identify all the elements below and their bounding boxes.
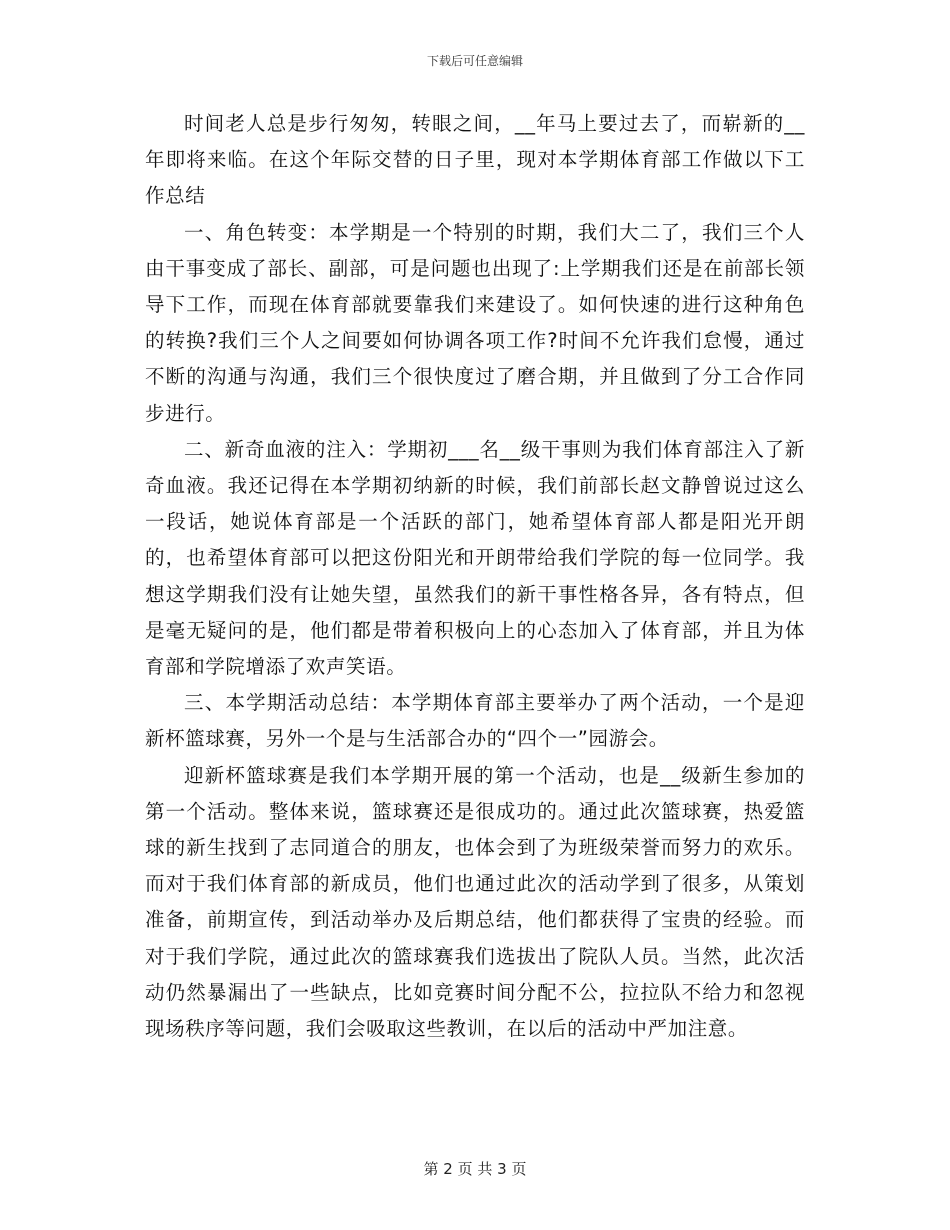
paragraph-activity-summary: 三、本学期活动总结：本学期体育部主要举办了两个活动，一个是迎新杯篮球赛，另外一个是与生活部合办的“四个一”园游会。 xyxy=(145,691,805,751)
paragraph-intro: 时间老人总是步行匆匆，转眼之间，__年马上要过去了，而崭新的__年即将来临。在这个年际交替的日子里，现对本学期体育部工作做以下工作总结 xyxy=(145,112,805,208)
paragraph-new-members: 二、新奇血液的注入：学期初___名__级干事则为我们体育部注入了新奇血液。我还记得在本学期初纳新的时候，我们前部长赵文静曾说过这么一段话，她说体育部是一个活跃的部门，她希望体育部人都是阳光开朗的，也希望体育部可以把这份阳光和开朗带给我们学院的每一位同学。我想这学期我们没有让她失望，虽然我们的新干事性格各异，各有特点，但是毫无疑问的是，他们都是带着积极向上的心态加入了体育部，并且为体育部和学院增添了欢声笑语。 xyxy=(145,437,805,679)
page-footer: 第 2 页 共 3 页 xyxy=(423,1160,527,1178)
page-header: 下载后可任意编辑 xyxy=(426,54,523,68)
document-body xyxy=(145,106,805,1047)
paragraph-role-change: 一、角色转变：本学期是一个特别的时期，我们大二了，我们三个人由干事变成了部长、副部，可是问题也出现了:上学期我们还是在前部长领导下工作，而现在体育部就要靠我们来建设了。如何快速的进行这种角色的转换?我们三个人之间要如何协调各项工作?时间不允许我们怠慢，通过不断的沟通与沟通，我们三个很快度过了磨合期，并且做到了分工合作同步进行。 xyxy=(145,220,805,425)
paragraph-basketball: 迎新杯篮球赛是我们本学期开展的第一个活动，也是__级新生参加的第一个活动。整体来说，篮球赛还是很成功的。通过此次篮球赛，热爱篮球的新生找到了志同道合的朋友，也体会到了为班级荣誉而努力的欢乐。而对于我们体育部的新成员，他们也通过此次的活动学到了很多，从策划准备，前期宣传，到活动举办及后期总结，他们都获得了宝贵的经验。而对于我们学院，通过此次的篮球赛我们选拔出了院队人员。当然，此次活动仍然暴漏出了一些缺点，比如竞赛时间分配不公，拉拉队不给力和忽视现场秩序等问题，我们会吸取这些教训，在以后的活动中严加注意。 xyxy=(145,763,805,1041)
